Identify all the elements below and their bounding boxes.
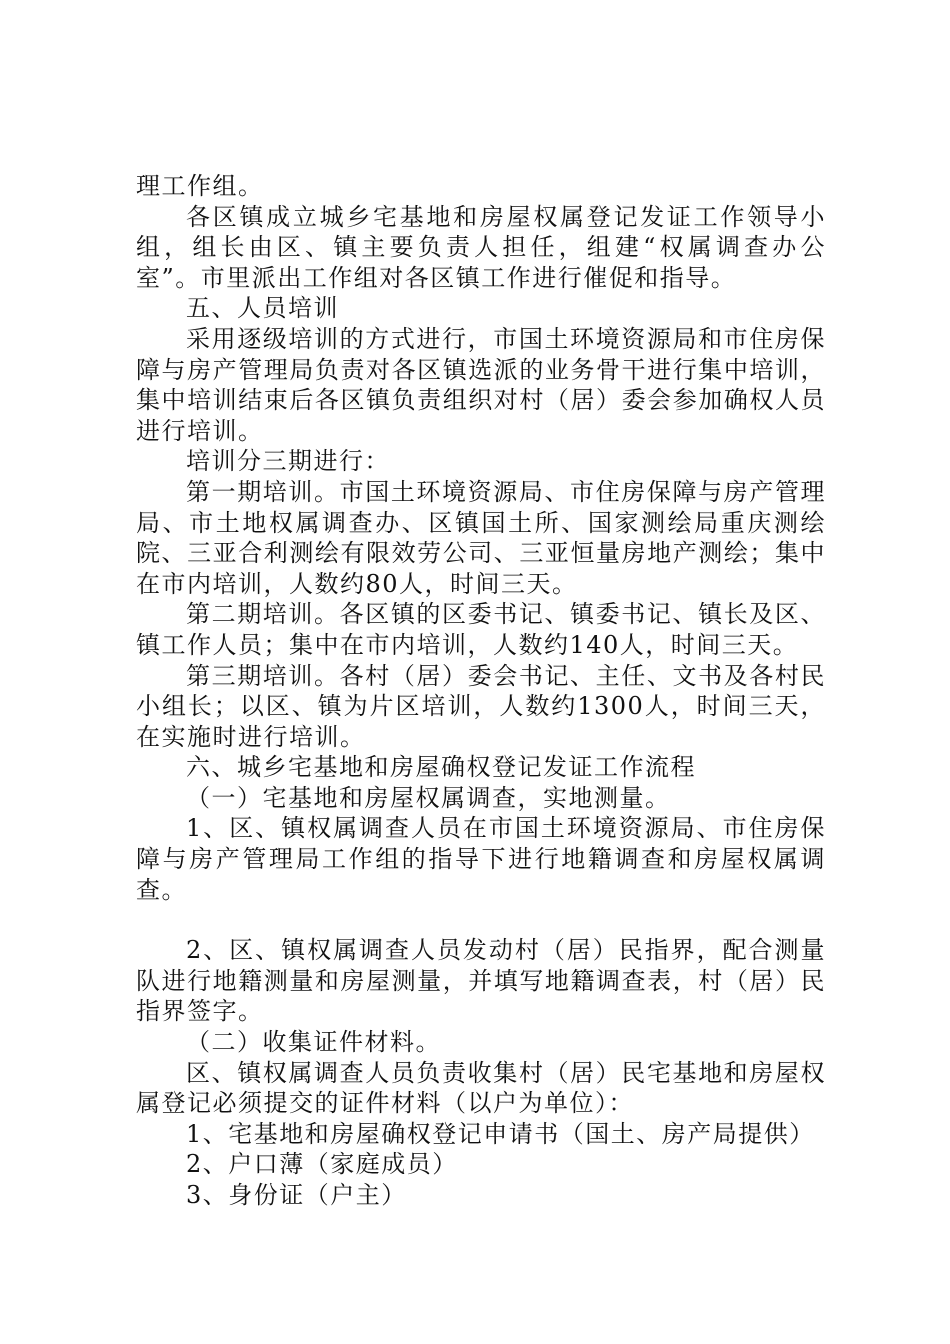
list-item: 3、身份证（户主） [186,1181,407,1209]
list-item: 1、区、镇权属调查人员在市国土环境资源局、市住房保障与房产管理局工作组的指导下进行地籍调查和房屋权属调查。 [136,814,826,904]
section-heading: 六、城乡宅基地和房屋确权登记发证工作流程 [186,753,696,782]
paragraph: 各区镇成立城乡宅基地和房屋权属登记发证工作领导小组，组长由区、镇主要负责人担任，组建“权属调查办公室”。市里派出工作组对各区镇工作进行催促和指导。 [136,202,826,292]
subsection-heading: （一）宅基地和房屋权属调查，实地测量。 [186,783,671,812]
paragraph: 区、镇权属调查人员负责收集村（居）民宅基地和房屋权属登记必须提交的证件材料（以户为单位）： [136,1058,826,1118]
list-item: 1、宅基地和房屋确权登记申请书（国土、房产局提供） [186,1119,815,1148]
paragraph: 采用逐级培训的方式进行，市国土环境资源局和市住房保障与房产管理局负责对各区镇选派的业务骨干进行集中培训，集中培训结束后各区镇负责组织对村（居）委会参加确权人员进行培训。 [136,324,826,445]
paragraph: 培训分三期进行： [186,447,390,476]
section-heading: 五、人员培训 [186,294,339,323]
subsection-heading: （二）收集证件材料。 [186,1028,441,1057]
paragraph: 第一期培训。市国土环境资源局、市住房保障与房产管理局、市土地权属调查办、区镇国土所、国家测绘局重庆测绘院、三亚合利测绘有限效劳公司、三亚恒量房地产测绘；集中在市内培训，人数约80人，时间三天。 [136,477,826,598]
document-body [136,171,826,1211]
paragraph-continuation: 理工作组。 [136,172,264,200]
paragraph: 第三期培训。各村（居）委会书记、主任、文书及各村民小组长；以区、镇为片区培训，人数约1300人，时间三天，在实施时进行培训。 [136,661,826,751]
list-item: 2、区、镇权属调查人员发动村（居）民指界，配合测量队进行地籍测量和房屋测量，并填写地籍调查表，村（居）民指界签字。 [136,936,826,1026]
list-item: 2、户口薄（家庭成员） [186,1150,458,1179]
paragraph: 第二期培训。各区镇的区委书记、镇委书记、镇长及区、镇工作人员；集中在市内培训，人数约140人，时间三天。 [136,600,826,659]
